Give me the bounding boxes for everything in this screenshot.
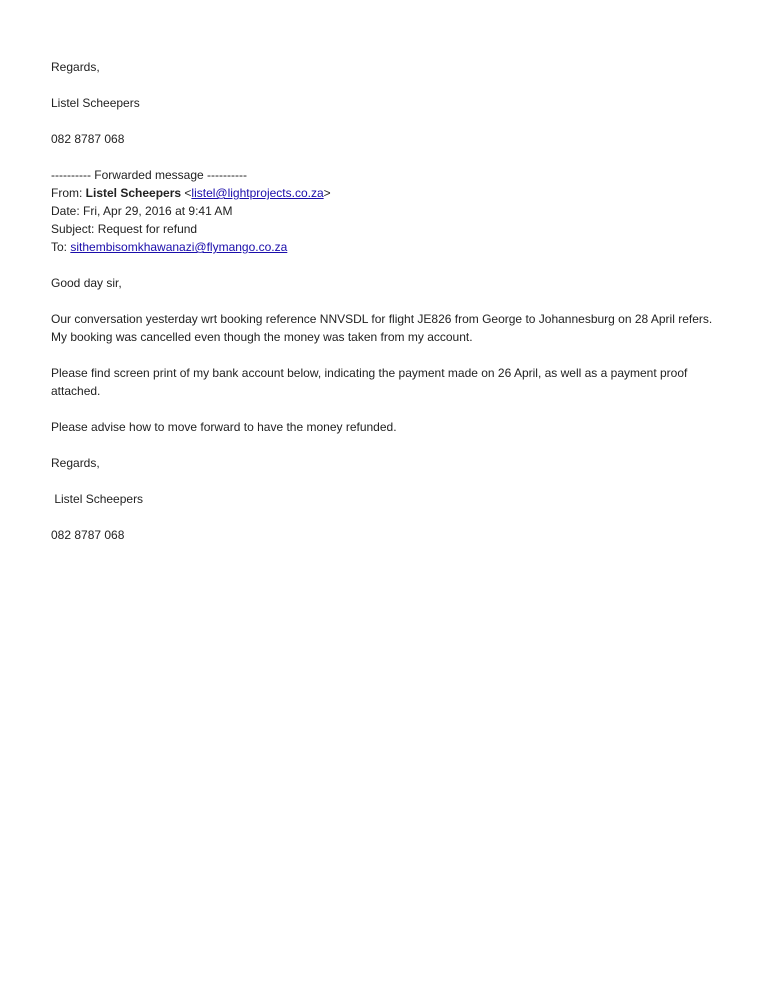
forwarded-subject: Subject: Request for refund — [51, 222, 198, 236]
forwarded-from — [51, 184, 731, 202]
forwarded-header: ---------- Forwarded message ---------- — [51, 168, 247, 182]
closing-regards-bottom: Regards, — [51, 456, 100, 470]
from-name: Listel Scheepers — [85, 186, 182, 200]
forwarded-to — [51, 238, 731, 256]
signature-phone-bottom: 082 8787 068 — [51, 528, 125, 542]
from-email-close: > — [323, 186, 331, 200]
signature-name-bottom: Listel Scheepers — [51, 492, 144, 506]
from-email-open: < — [181, 186, 192, 200]
closing-regards: Regards, — [51, 60, 100, 74]
greeting: Good day sir, — [51, 276, 122, 290]
signature-name: Listel Scheepers — [51, 96, 140, 110]
from-label: From: — [51, 186, 86, 200]
body-paragraph-3: Please advise how to move forward to have the money refunded. — [51, 420, 397, 434]
signature-phone: 082 8787 068 — [51, 132, 125, 146]
body-paragraph-2: Please find screen print of my bank account below, indicating the payment made on 26 April, as well as a payment proof attached. — [51, 366, 691, 398]
from-email-link[interactable]: listel@lightprojects.co.za — [191, 186, 324, 200]
to-email-link[interactable]: sithembisomkhawanazi@flymango.co.za — [70, 240, 288, 254]
forwarded-date: Date: Fri, Apr 29, 2016 at 9:41 AM — [51, 204, 233, 218]
email-document — [51, 58, 731, 544]
to-label: To: — [51, 240, 71, 254]
body-paragraph-1: Our conversation yesterday wrt booking reference NNVSDL for flight JE826 from George to Johannesburg on 28 April refers. My booking was cancelled even though the money was taken from my account. — [51, 312, 719, 344]
